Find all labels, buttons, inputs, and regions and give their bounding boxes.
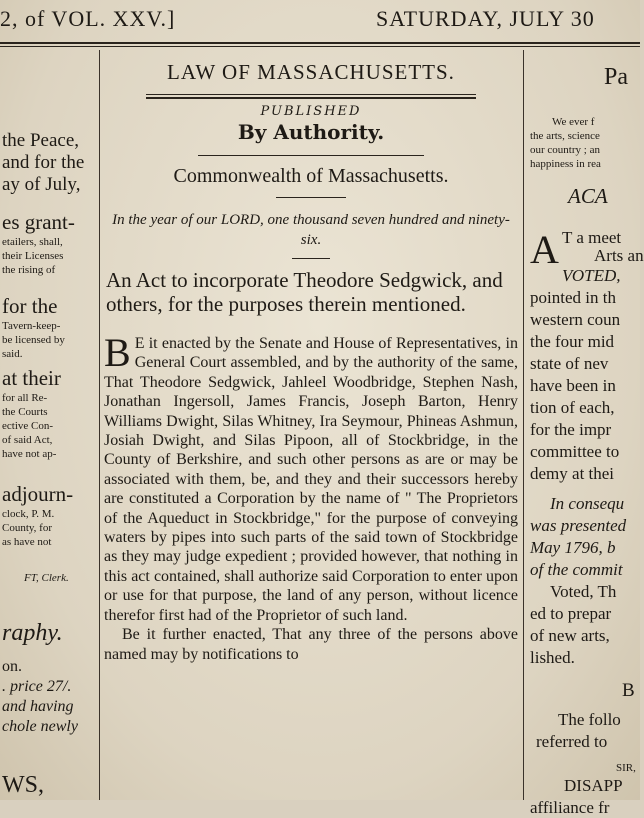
- left-line: the Peace,: [2, 130, 80, 151]
- act-body: [104, 330, 518, 664]
- left-line: etailers, shall,: [2, 236, 63, 248]
- right-line: committee to: [530, 442, 620, 461]
- drop-cap: B: [104, 330, 131, 375]
- right-line: VOTED,: [562, 266, 621, 285]
- masthead-volume: 2, of VOL. XXV.]: [0, 6, 176, 31]
- right-line: referred to: [536, 732, 608, 751]
- right-column: [528, 50, 644, 817]
- right-line: state of nev: [530, 354, 609, 373]
- act-paragraph-1-text: E it enacted by the Senate and House of Representatives, in General Court assembled, and by the authority of the same, That Theodore Sedgwick, Jahleel Woodbridge, Stephen Nash, Jonathan Ingersoll, James Francis, Joseph Barton, Henry Williams Dwight, Silas Whitney, Ira Seymour, Phineas Ashmun, Josiah Dwight, and Silas Pipoon, all of Stockbridge, in the County of Berkshire, and such other persons as are or may be associated with them, be, and they and their successors hereby are constituted a Corporation by the name of " The Proprietors of the Aqueduct in Stockbridge," for the purpose of conveying waters by pipes into such parts of the said town of Stockbridge as they may judge expedient ; provided however, that nothing in this act contained, shall authorize said Corporation to enter upon or use for that purpose, the land of any person, without licence therefor first had of the Proprietor of such land.: [104, 335, 518, 624]
- left-line: and for the: [2, 152, 85, 173]
- left-column: [0, 50, 96, 800]
- published-label: PUBLISHED: [260, 104, 362, 119]
- left-line: the rising of: [2, 264, 56, 276]
- right-line: Pa: [604, 64, 628, 90]
- right-line: for the impr: [530, 420, 612, 439]
- right-line: of the commit: [530, 560, 623, 579]
- right-line: was presented: [530, 516, 627, 535]
- right-line: happiness in rea: [530, 158, 601, 170]
- left-line: adjourn-: [2, 482, 74, 506]
- right-line: western coun: [530, 310, 621, 329]
- right-line: May 1796, b: [530, 538, 616, 557]
- left-line: . price 27/.: [2, 678, 72, 695]
- left-line: at their: [2, 366, 61, 390]
- article-headline: LAW OF MASSACHUSETTS.: [167, 60, 455, 84]
- left-line: of said Act,: [2, 434, 53, 446]
- left-line: said.: [2, 348, 23, 360]
- left-line: the Courts: [2, 406, 48, 418]
- right-line: Voted, Th: [550, 582, 617, 601]
- left-line: chole newly: [2, 718, 78, 735]
- masthead-date: SATURDAY, JULY 30: [376, 6, 595, 31]
- act-title: An Act to incorporate Theodore Sedgwick, and others, for the purposes therein mentioned.: [106, 268, 503, 316]
- right-line: SIR,: [616, 762, 636, 774]
- right-line: T a meet: [562, 228, 622, 247]
- act-paragraph-2: Be it further enacted, That any three of the persons above named may by notifications to: [104, 626, 518, 663]
- right-line: Arts an: [594, 246, 644, 265]
- year-line: In the year of our LORD, one thousand seven hundred and ninety-six.: [112, 212, 510, 248]
- authority-label: By Authority.: [237, 120, 385, 144]
- right-line: We ever f: [552, 116, 595, 128]
- left-line: WS,: [2, 772, 44, 798]
- column-divider-left: [99, 50, 100, 800]
- right-line: ed to prepar: [530, 604, 612, 623]
- article-column: [102, 50, 520, 800]
- headline-rule-thick: [146, 97, 476, 99]
- right-line: our country ; an: [530, 144, 600, 156]
- right-line: lished.: [530, 648, 575, 667]
- right-line: have been in: [530, 376, 616, 395]
- left-line: FT, Clerk.: [24, 572, 69, 584]
- right-line: pointed in th: [530, 288, 616, 307]
- left-line: as have not: [2, 536, 52, 548]
- left-line: for all Re-: [2, 392, 48, 404]
- left-line: ay of July,: [2, 174, 81, 195]
- right-line: of new arts,: [530, 626, 610, 645]
- masthead: [0, 0, 640, 40]
- right-line: In consequ: [550, 494, 625, 513]
- left-line: their Licenses: [2, 250, 64, 262]
- act-paragraph-1: [104, 330, 518, 625]
- headline-rule: [146, 94, 476, 95]
- right-line: A: [530, 227, 559, 272]
- left-line: on.: [2, 658, 22, 675]
- right-line: The follo: [558, 710, 621, 729]
- right-line: DISAPP: [564, 776, 623, 795]
- right-line: tion of each,: [530, 398, 615, 417]
- masthead-rule: [0, 42, 640, 44]
- right-line: ACA: [568, 184, 608, 208]
- short-rule: [276, 197, 346, 198]
- left-line: for the: [2, 294, 58, 318]
- right-line: affiliance fr: [530, 798, 610, 817]
- left-line: Tavern-keep-: [2, 320, 61, 332]
- left-line: County, for: [2, 522, 53, 534]
- masthead-rule-thin: [0, 46, 640, 47]
- commonwealth-heading: Commonwealth of Massachusetts.: [173, 165, 449, 187]
- left-line: es grant-: [2, 210, 75, 234]
- left-line: and having: [2, 698, 74, 715]
- left-line: ective Con-: [2, 420, 54, 432]
- right-line: B: [622, 680, 635, 701]
- right-line: the arts, science: [530, 130, 600, 142]
- ornamental-rule: [198, 155, 424, 156]
- column-divider-right: [523, 50, 524, 800]
- right-line: demy at thei: [530, 464, 615, 483]
- left-line: be licensed by: [2, 334, 65, 346]
- right-line: the four mid: [530, 332, 615, 351]
- left-line: raphy.: [2, 620, 63, 646]
- short-rule: [292, 258, 330, 259]
- left-line: clock, P. M.: [2, 508, 55, 520]
- left-line: have not ap-: [2, 448, 57, 460]
